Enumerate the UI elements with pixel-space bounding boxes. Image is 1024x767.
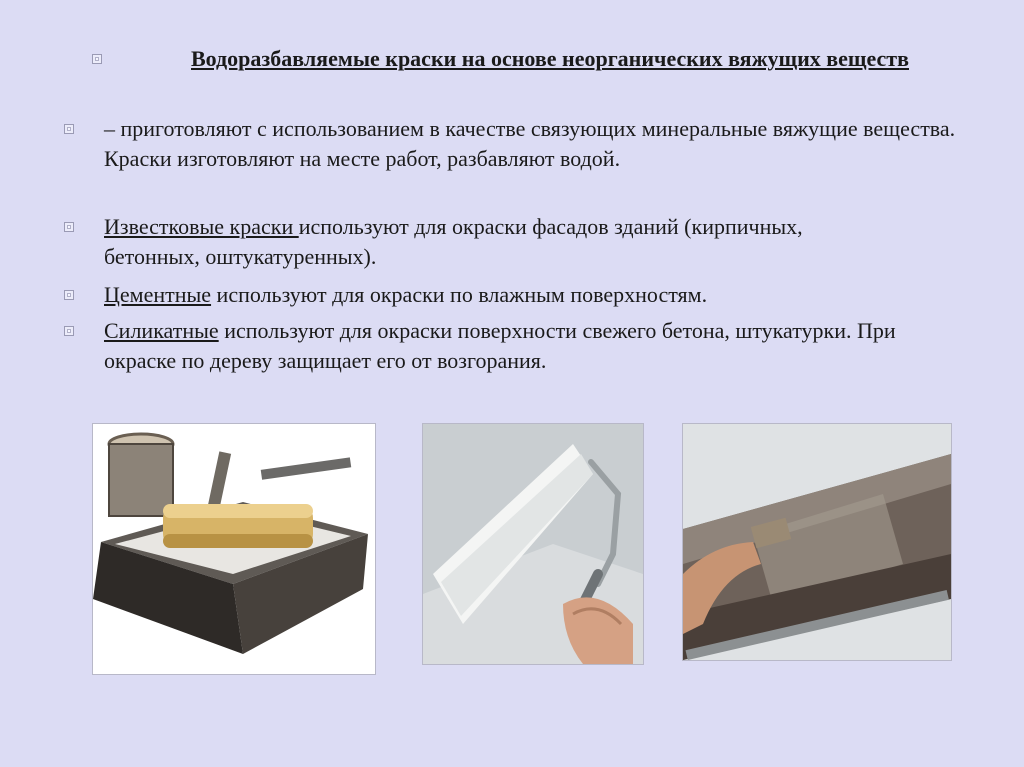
photo-paint-tray-roller [92,423,376,675]
bullet-item-description [104,114,984,174]
bullet-square-icon [64,326,74,336]
bullet-lead: Цементные [104,282,212,307]
photo-roller-on-wall [422,423,644,665]
bullet-text: используют для окраски по влажным поверхностям. [211,282,708,307]
bullet-item-cement-paints [104,280,984,310]
bullet-lead: Известковые краски [104,214,299,239]
bullet-lead: Силикатные [104,318,219,343]
bullet-text: – приготовляют с использованием в качестве связующих минеральные вяжущие вещества. Краски изготовляют на месте работ, разбавляют водой. [104,116,956,171]
bullet-square-icon [64,290,74,300]
bullet-item-silicate-paints [104,316,944,376]
photo-painting-beam [682,423,952,661]
slide-title: Водоразбавляемые краски на основе неорганических вяжущих веществ [191,46,909,71]
bullet-text: используют для окраски поверхности свежего бетона, штукатурки. При окраске по дереву защищает его от возгорания. [104,318,896,373]
bullet-square-icon [64,124,74,134]
bullet-square-icon [64,222,74,232]
bullet-text: используют для окраски фасадов зданий (кирпичных, бетонных, оштукатуренных). [104,214,803,269]
bullet-item-lime-paints [104,212,864,272]
bullet-square-icon [92,54,102,64]
